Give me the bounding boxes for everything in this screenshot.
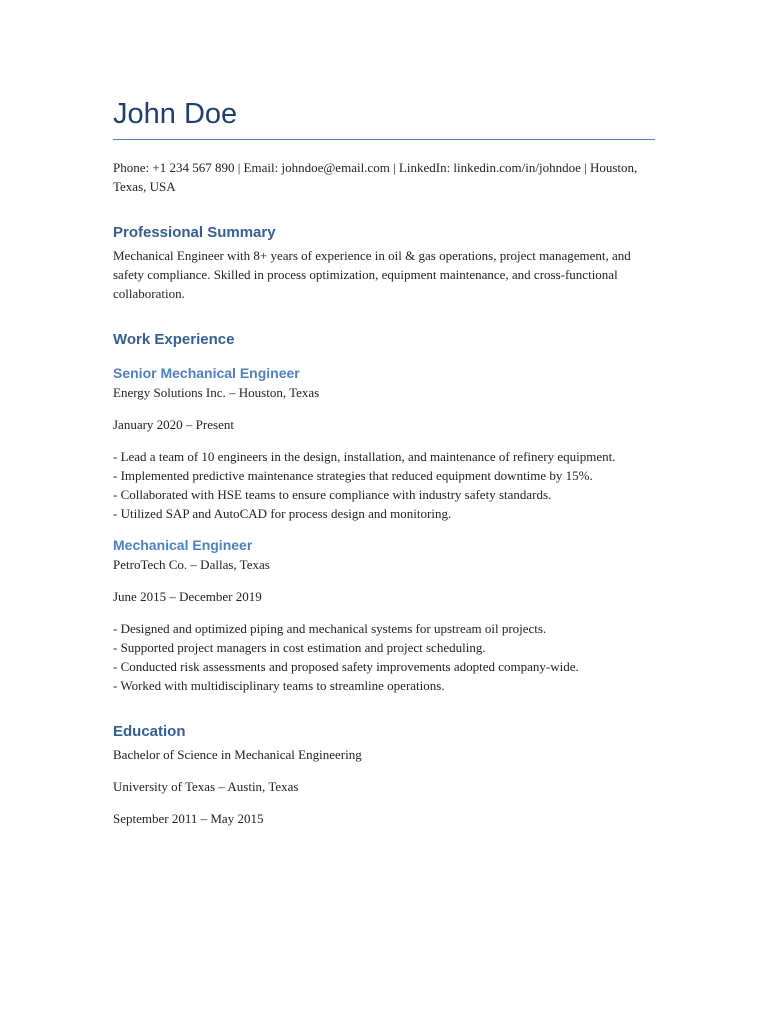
job-company: PetroTech Co. – Dallas, Texas [113, 557, 270, 572]
job-bullet: - Designed and optimized piping and mechanical systems for upstream oil projects. [113, 621, 547, 636]
job-company: Energy Solutions Inc. – Houston, Texas [113, 385, 320, 400]
job-dates: January 2020 – Present [113, 417, 234, 432]
job-bullet: - Utilized SAP and AutoCAD for process design and monitoring. [113, 506, 452, 521]
job-bullet: - Supported project managers in cost estimation and project scheduling. [113, 640, 486, 655]
job-bullet: - Lead a team of 10 engineers in the design, installation, and maintenance of refinery equipment. [113, 449, 616, 464]
job-bullet: - Collaborated with HSE teams to ensure compliance with industry safety standards. [113, 487, 552, 502]
summary-heading: Professional Summary [113, 224, 276, 241]
education-dates: September 2011 – May 2015 [113, 811, 264, 826]
summary-text: Mechanical Engineer with 8+ years of experience in oil & gas operations, project management, and safety compliance. Skilled in process optimization, equipment maintenance, and cross-functional collaboration. [113, 248, 631, 301]
education-school: University of Texas – Austin, Texas [113, 779, 299, 794]
job-title: Mechanical Engineer [113, 537, 253, 553]
job-bullet: - Worked with multidisciplinary teams to streamline operations. [113, 678, 445, 693]
education-degree: Bachelor of Science in Mechanical Engineering [113, 747, 362, 762]
job-bullets [113, 447, 655, 523]
contact-line: Phone: +1 234 567 890 | Email: johndoe@email.com | LinkedIn: linkedin.com/in/johndoe | Houston, Texas, USA [113, 160, 638, 194]
experience-heading: Work Experience [113, 331, 235, 348]
education-heading: Education [113, 723, 186, 740]
summary-section [113, 223, 655, 303]
experience-section [113, 330, 655, 695]
resume-body [113, 158, 655, 828]
job-dates: June 2015 – December 2019 [113, 589, 262, 604]
job-entry [113, 363, 655, 523]
job-bullets [113, 619, 655, 695]
candidate-name: John Doe [113, 98, 238, 130]
job-entry [113, 535, 655, 695]
job-title: Senior Mechanical Engineer [113, 365, 300, 381]
header-divider [113, 139, 655, 140]
job-bullet: - Implemented predictive maintenance strategies that reduced equipment downtime by 15%. [113, 468, 593, 483]
job-bullet: - Conducted risk assessments and proposed safety improvements adopted company-wide. [113, 659, 579, 674]
education-section [113, 722, 655, 828]
